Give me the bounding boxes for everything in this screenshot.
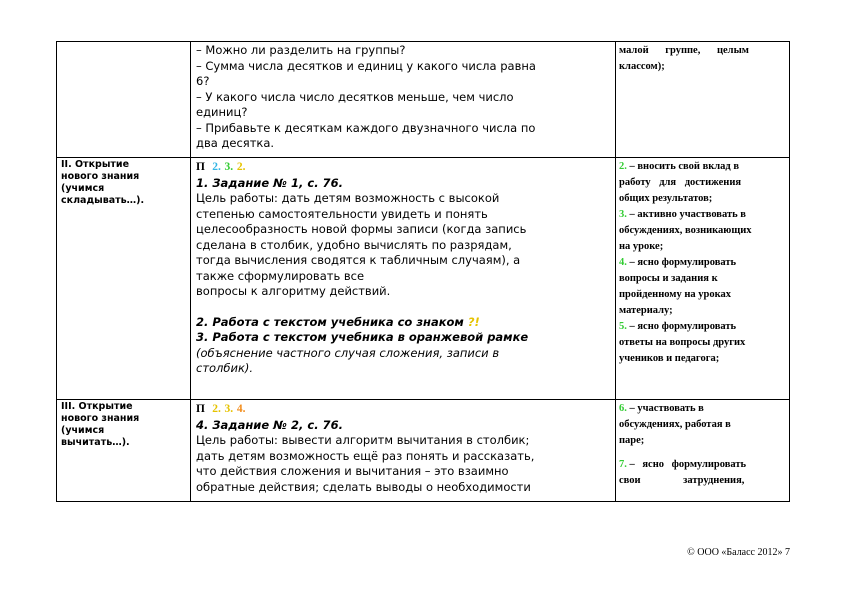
uud-number: 3. xyxy=(619,209,627,220)
uud-number: 2. xyxy=(212,161,221,173)
uud-cell xyxy=(616,400,790,502)
text-line: Цель работы: вывести алгоритм вычитания в столбик; xyxy=(196,433,530,447)
text-line: целесообразность новой формы записи (когда запись xyxy=(196,222,527,236)
text-line: (объяснение частного случая сложения, записи в xyxy=(196,345,500,360)
uud-letter: П xyxy=(196,161,205,173)
text-line: на уроке; xyxy=(619,241,664,252)
text-line: – Прибавьте к десяткам каждого двузначного числа по xyxy=(196,120,536,135)
uud-number: 3. xyxy=(224,161,234,173)
text-line: – У какого числа число десятков меньше, чем число xyxy=(196,89,514,104)
stage-title: нового знания xyxy=(61,413,140,424)
table-row xyxy=(57,158,790,400)
uud-heading xyxy=(196,401,612,418)
uud-letter: П xyxy=(196,403,205,415)
text-line: два десятка. xyxy=(196,136,275,150)
text-line: столбик). xyxy=(196,361,254,375)
task-title xyxy=(196,315,612,331)
uud-number: 2. xyxy=(212,403,221,415)
text-line: обсуждениях, работая в xyxy=(619,419,731,430)
uud-number: 4. xyxy=(236,403,246,415)
content-cell xyxy=(191,400,616,502)
table-row xyxy=(57,400,790,502)
text-line: единиц? xyxy=(196,105,248,119)
text-line: классом); xyxy=(619,61,665,72)
stage-title: (учимся xyxy=(61,425,105,436)
page-footer: © ООО «Баласс 2012» 7 xyxy=(687,547,790,558)
task-title: 3. Работа с текстом учебника в оранжевой рамке xyxy=(196,330,529,344)
uud-number: 7. xyxy=(619,459,627,470)
sign-icon: ?! xyxy=(467,314,480,329)
task-text: 2. Работа с текстом учебника со знаком xyxy=(196,314,464,329)
text-line: – ясно формулировать xyxy=(629,459,747,470)
text-line: паре; xyxy=(619,435,645,446)
text-line: материалу; xyxy=(619,305,673,316)
text-line: работу для достижения xyxy=(619,177,742,188)
table-row xyxy=(57,42,790,158)
uud-number: 2. xyxy=(619,161,627,172)
text-line: – Сумма числа десятков и единиц у какого числа равна xyxy=(196,58,536,73)
text-line: дать детям возможность ещё раз понять и рассказать, xyxy=(196,448,535,463)
stage-cell xyxy=(57,42,191,158)
text-line: пройденному на уроках xyxy=(619,289,731,300)
text-line: 6? xyxy=(196,74,210,88)
text-line: Цель работы: дать детям возможность с высокой xyxy=(196,191,500,205)
text-line: обсуждениях, возникающих xyxy=(619,225,752,236)
text-line: – ясно формулировать xyxy=(629,321,737,332)
stage-title: (учимся xyxy=(61,183,105,194)
uud-cell xyxy=(616,158,790,400)
stage-cell xyxy=(57,158,191,400)
uud-heading xyxy=(196,159,612,176)
text-line: обратные действия; сделать выводы о необходимости xyxy=(196,479,531,494)
text-line: – ясно формулировать xyxy=(629,257,737,268)
uud-number: 3. xyxy=(224,403,234,415)
task-title: 1. Задание № 1, с. 76. xyxy=(196,175,343,190)
text-line: что действия сложения и вычитания – это взаимно xyxy=(196,464,509,478)
text-line: – активно участвовать в xyxy=(629,209,746,220)
uud-number: 2. xyxy=(236,161,246,173)
lesson-table xyxy=(56,41,790,502)
text-line: также сформулировать все xyxy=(196,268,365,283)
uud-number: 5. xyxy=(619,321,627,332)
text-line: – Можно ли разделить на группы? xyxy=(196,43,406,57)
text-line: ответы на вопросы других xyxy=(619,337,746,348)
task-title: 4. Задание № 2, с. 76. xyxy=(196,417,343,432)
text-line: степенью самостоятельности увидеть и понять xyxy=(196,206,488,221)
stage-cell xyxy=(57,400,191,502)
uud-number: 4. xyxy=(619,257,627,268)
content-cell xyxy=(191,158,616,400)
text-line: – участвовать в xyxy=(629,403,704,414)
text-line: общих результатов; xyxy=(619,193,713,204)
text-line: малой группе, целым xyxy=(619,45,749,56)
stage-title: вычитать…). xyxy=(61,437,130,448)
text-line: учеников и педагога; xyxy=(619,353,720,364)
text-line: вопросы и задания к xyxy=(619,273,718,284)
uud-cell xyxy=(616,42,790,158)
stage-title: III. Открытие xyxy=(61,401,133,412)
stage-title: нового знания xyxy=(61,171,140,182)
uud-number: 6. xyxy=(619,403,627,414)
text-line: – вносить свой вклад в xyxy=(629,161,740,172)
text-line: вопросы к алгоритму действий. xyxy=(196,284,391,298)
stage-title: складывать…). xyxy=(61,195,145,206)
text-line: тогда вычисления сводятся к табличным случаям), а xyxy=(196,253,521,267)
content-cell xyxy=(191,42,616,158)
text-line: свои затруднения, xyxy=(619,475,745,486)
stage-title: II. Открытие xyxy=(61,159,130,170)
text-line: сделана в столбик, удобно вычислять по разрядам, xyxy=(196,237,512,252)
